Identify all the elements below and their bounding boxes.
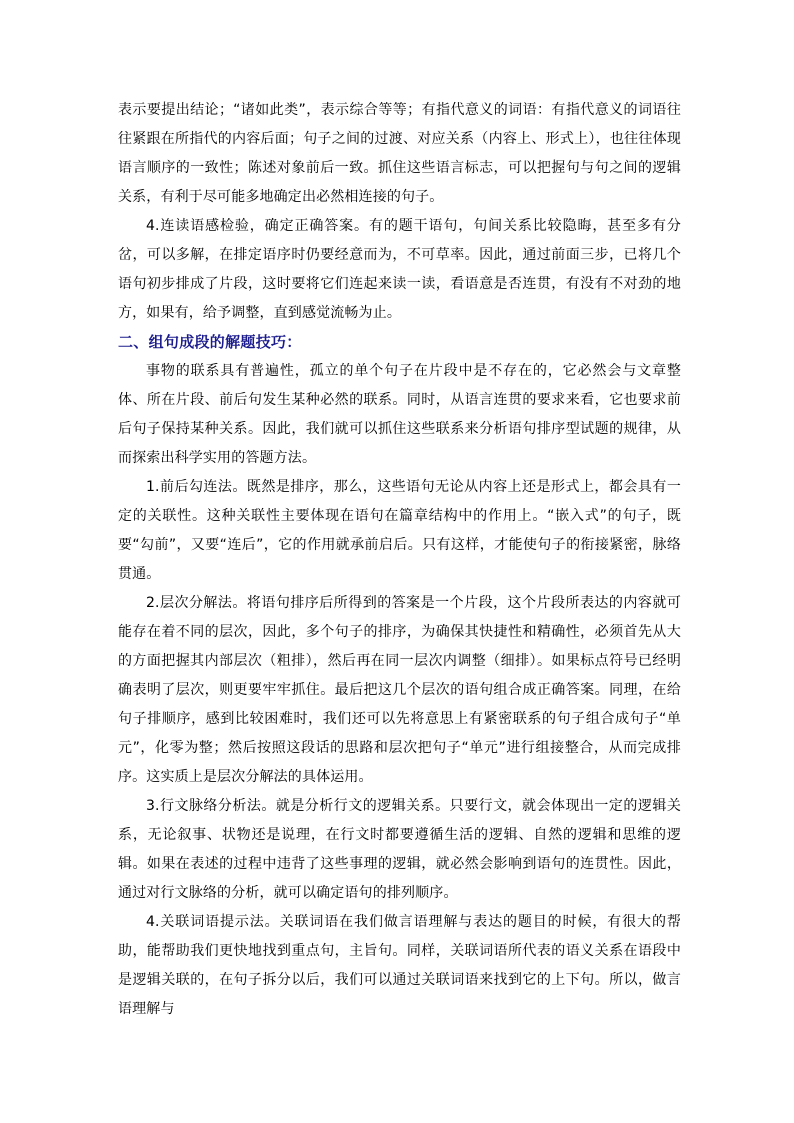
paragraph-method-1-linking: 1.前后勾连法。既然是排序，那么，这些语句无论从内容上还是形式上，都会具有一定的关联性。这种关联性主要体现在语句在篇章结构中的作用上。“嵌入式”的句子，既要“勾前”，又要“连后”，它的作用就承前启后。只有这样，才能使句子的衔接紧密，脉络贯通。: [118, 479, 681, 582]
paragraph-method-2-layering: 2.层次分解法。将语句排序后所得到的答案是一个片段，这个片段所表达的内容就可能存在着不同的层次，因此，多个句子的排序，为确保其快捷性和精确性，必须首先从大的方面把握其内部层次（粗排），然后再在同一层次内调整（细排）。如果标点符号已经明确表明了层次，则更要牢牢抓住。最后把这几个层次的语句组合成正确答案。同理，在给句子排顺序，感到比较困难时，我们还可以先将意思上有紧密联系的句子组合成句子“单元”，化零为整；然后按照这段话的思路和层次把句子“单元”进行组接整合，从而完成排序。这实质上是层次分解法的具体运用。: [118, 595, 681, 785]
paragraph-method-4-conjunctions: 4.关联词语提示法。关联词语在我们做言语理解与表达的题目的时候，有很大的帮助，能帮助我们更快地找到重点句，主旨句。同样，关联词语所代表的语义关系在语段中是逻辑关联的，在句子拆分以后，我们可以通过关联词语来找到它的上下句。所以，做言语理解与: [118, 914, 681, 1017]
paragraph-read-through-check: 4.连读语感检验，确定正确答案。有的题干语句，句间关系比较隐晦，甚至多有分岔，可以多解，在排定语序时仍要经意而为，不可草率。因此，通过前面三步，已将几个语句初步排成了片段，这时要将它们连起来读一读，看语意是否连贯，有没有不对劲的地方，如果有，给予调整，直到感觉流畅为止。: [118, 218, 681, 321]
paragraph-intro-connections: 事物的联系具有普遍性，孤立的单个句子在片段中是不存在的，它必然会与文章整体、所在片段、前后句发生某种必然的联系。同时，从语言连贯的要求来看，它也要求前后句子保持某种关系。因此，我们就可以抓住这些联系来分析语句排序型试题的规律，从而探索出科学实用的答题方法。: [118, 363, 681, 466]
paragraph-logic-markers: 表示要提出结论；“诸如此类”，表示综合等等；有指代意义的词语：有指代意义的词语往往紧跟在所指代的内容后面；句子之间的过渡、对应关系（内容上、形式上），也往往体现语言顺序的一致性；陈述对象前后一致。抓住这些语言标志，可以把握句与句之间的逻辑关系，有利于尽可能多地确定出必然相连接的句子。: [118, 102, 681, 205]
document-page: [118, 96, 681, 1024]
section-heading-sentence-ordering: 二、组句成段的解题技巧：: [118, 333, 302, 351]
paragraph-method-3-context-flow: 3.行文脉络分析法。就是分析行文的逻辑关系。只要行文，就会体现出一定的逻辑关系，无论叙事、状物还是说理，在行文时都要遵循生活的逻辑、自然的逻辑和思维的逻辑。如果在表述的过程中违背了这些事理的逻辑，就必然会影响到语句的连贯性。因此，通过对行文脉络的分析，就可以确定语句的排列顺序。: [118, 798, 681, 901]
